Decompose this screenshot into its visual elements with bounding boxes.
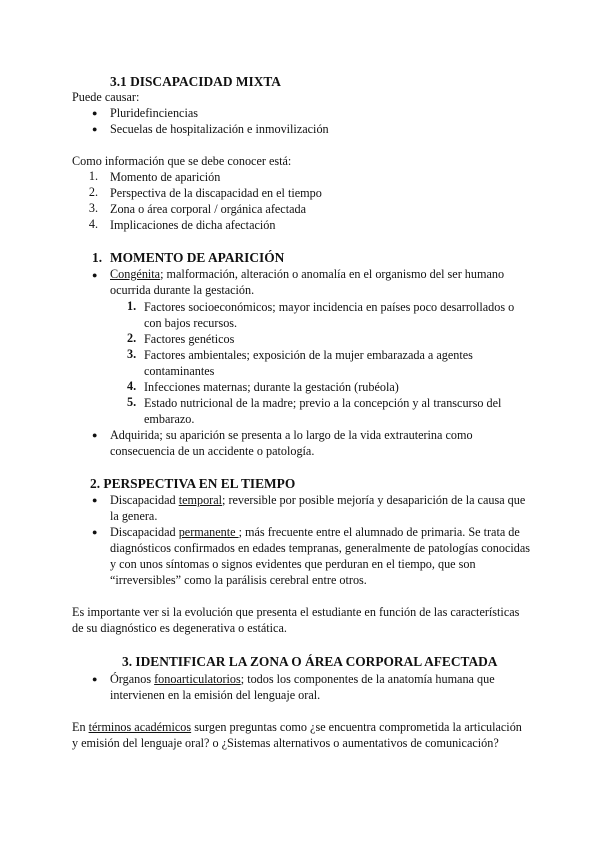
list-number: 1. xyxy=(88,169,98,183)
list-item: Pluridefinciencias xyxy=(110,106,198,120)
list-number: 5. xyxy=(127,395,137,409)
list-item-continuation: ocurrida durante la gestación. xyxy=(110,283,255,297)
text-fragment: Discapacidad xyxy=(110,493,179,507)
list-item-continuation: embarazo. xyxy=(144,412,195,426)
section-title: 3.1 DISCAPACIDAD MIXTA xyxy=(110,74,281,89)
list-item: Implicaciones de dicha afectación xyxy=(110,218,276,232)
list-item: Estado nutricional de la madre; previo a la concepción y al transcurso del xyxy=(144,396,502,410)
term-fonoarticulatorios: fonoarticulatorios xyxy=(154,672,241,686)
list-item xyxy=(110,492,525,508)
term-temporal: temporal xyxy=(178,493,223,507)
list-item-continuation: con bajos recursos. xyxy=(144,316,238,330)
bullet-icon: ● xyxy=(92,270,98,280)
list-item-continuation: “irreversibles” como la parálisis cerebral entre otros. xyxy=(110,573,367,587)
list-item-continuation: intervienen en la emisión del lenguaje oral. xyxy=(110,688,321,702)
list-item xyxy=(110,524,520,540)
list-item: Zona o área corporal / orgánica afectada xyxy=(110,202,307,216)
list-item: Adquirida; su aparición se presenta a lo largo de la vida extrauterina como xyxy=(110,428,473,442)
list-number: 2. xyxy=(88,185,98,199)
list-item: Factores ambientales; exposición de la mujer embarazada a agentes xyxy=(144,348,473,362)
bullet-icon: ● xyxy=(92,124,98,134)
list-item: Infecciones maternas; durante la gestación (rubéola) xyxy=(144,380,399,394)
list-item-continuation: consecuencia de un accidente o patología. xyxy=(110,444,315,458)
text-fragment: ; malformación, alteración o anomalía en el organismo del ser humano xyxy=(160,267,505,281)
text-fragment: ; reversible por posible mejoría y desaparición de la causa que xyxy=(222,493,526,507)
paragraph-line xyxy=(72,719,522,735)
bullet-icon: ● xyxy=(92,430,98,440)
text-fragment: surgen preguntas como ¿se encuentra comprometida la articulación xyxy=(191,720,522,734)
list-item-continuation: y con unos síntomas o signos evidentes que perduran en el tiempo, que son xyxy=(110,557,476,571)
bullet-icon: ● xyxy=(92,674,98,684)
term-academicos: términos académicos xyxy=(88,720,192,734)
list-item xyxy=(110,266,504,282)
bullet-icon: ● xyxy=(92,495,98,505)
text-fragment: Discapacidad xyxy=(110,525,179,539)
list-item-continuation: contaminantes xyxy=(144,364,215,378)
list-number: 3. xyxy=(88,201,98,215)
list-item-continuation: la genera. xyxy=(110,509,158,523)
list-item: Momento de aparición xyxy=(110,170,221,184)
list-item: Factores genéticos xyxy=(144,332,235,346)
list-item: Factores socioeconómicos; mayor incidencia en países poco desarrollados o xyxy=(144,300,515,314)
list-item-continuation: diagnósticos confirmados en edades tempranas, generalmente de patologías conocidas xyxy=(110,541,530,555)
text-fragment: Órganos xyxy=(110,672,155,686)
term-permanente: permanente xyxy=(178,525,239,539)
list-number: 4. xyxy=(127,379,137,393)
info-intro-text: Como información que se debe conocer está: xyxy=(72,154,292,168)
intro-text: Puede causar: xyxy=(72,90,140,104)
text-fragment: En xyxy=(72,720,89,734)
list-number: 4. xyxy=(88,217,98,231)
paragraph-line: y emisión del lenguaje oral? o ¿Sistemas alternativos o aumentativos de comunicación? xyxy=(72,736,499,750)
section-heading: MOMENTO DE APARICIÓN xyxy=(110,250,285,265)
term-congenita: Congénita xyxy=(110,267,161,281)
paragraph-line: Es importante ver si la evolución que presenta el estudiante en función de las características xyxy=(72,605,520,619)
list-number: 3. xyxy=(127,347,137,361)
list-item: Perspectiva de la discapacidad en el tiempo xyxy=(110,186,322,200)
text-fragment: ; más frecuente entre el alumnado de primaria. Se trata de xyxy=(238,525,520,539)
heading-number: 1. xyxy=(92,250,103,265)
list-number: 2. xyxy=(127,331,137,345)
list-item xyxy=(110,671,495,687)
list-item: Secuelas de hospitalización e inmovilización xyxy=(110,122,329,136)
bullet-icon: ● xyxy=(92,108,98,118)
section-heading: 3. IDENTIFICAR LA ZONA O ÁREA CORPORAL AFECTADA xyxy=(122,654,498,669)
list-number: 1. xyxy=(127,299,137,313)
paragraph-line: de su diagnóstico es degenerativa o estática. xyxy=(72,621,287,635)
text-fragment: ; todos los componentes de la anatomía humana que xyxy=(240,672,495,686)
bullet-icon: ● xyxy=(92,527,98,537)
section-heading: 2. PERSPECTIVA EN EL TIEMPO xyxy=(90,476,296,491)
